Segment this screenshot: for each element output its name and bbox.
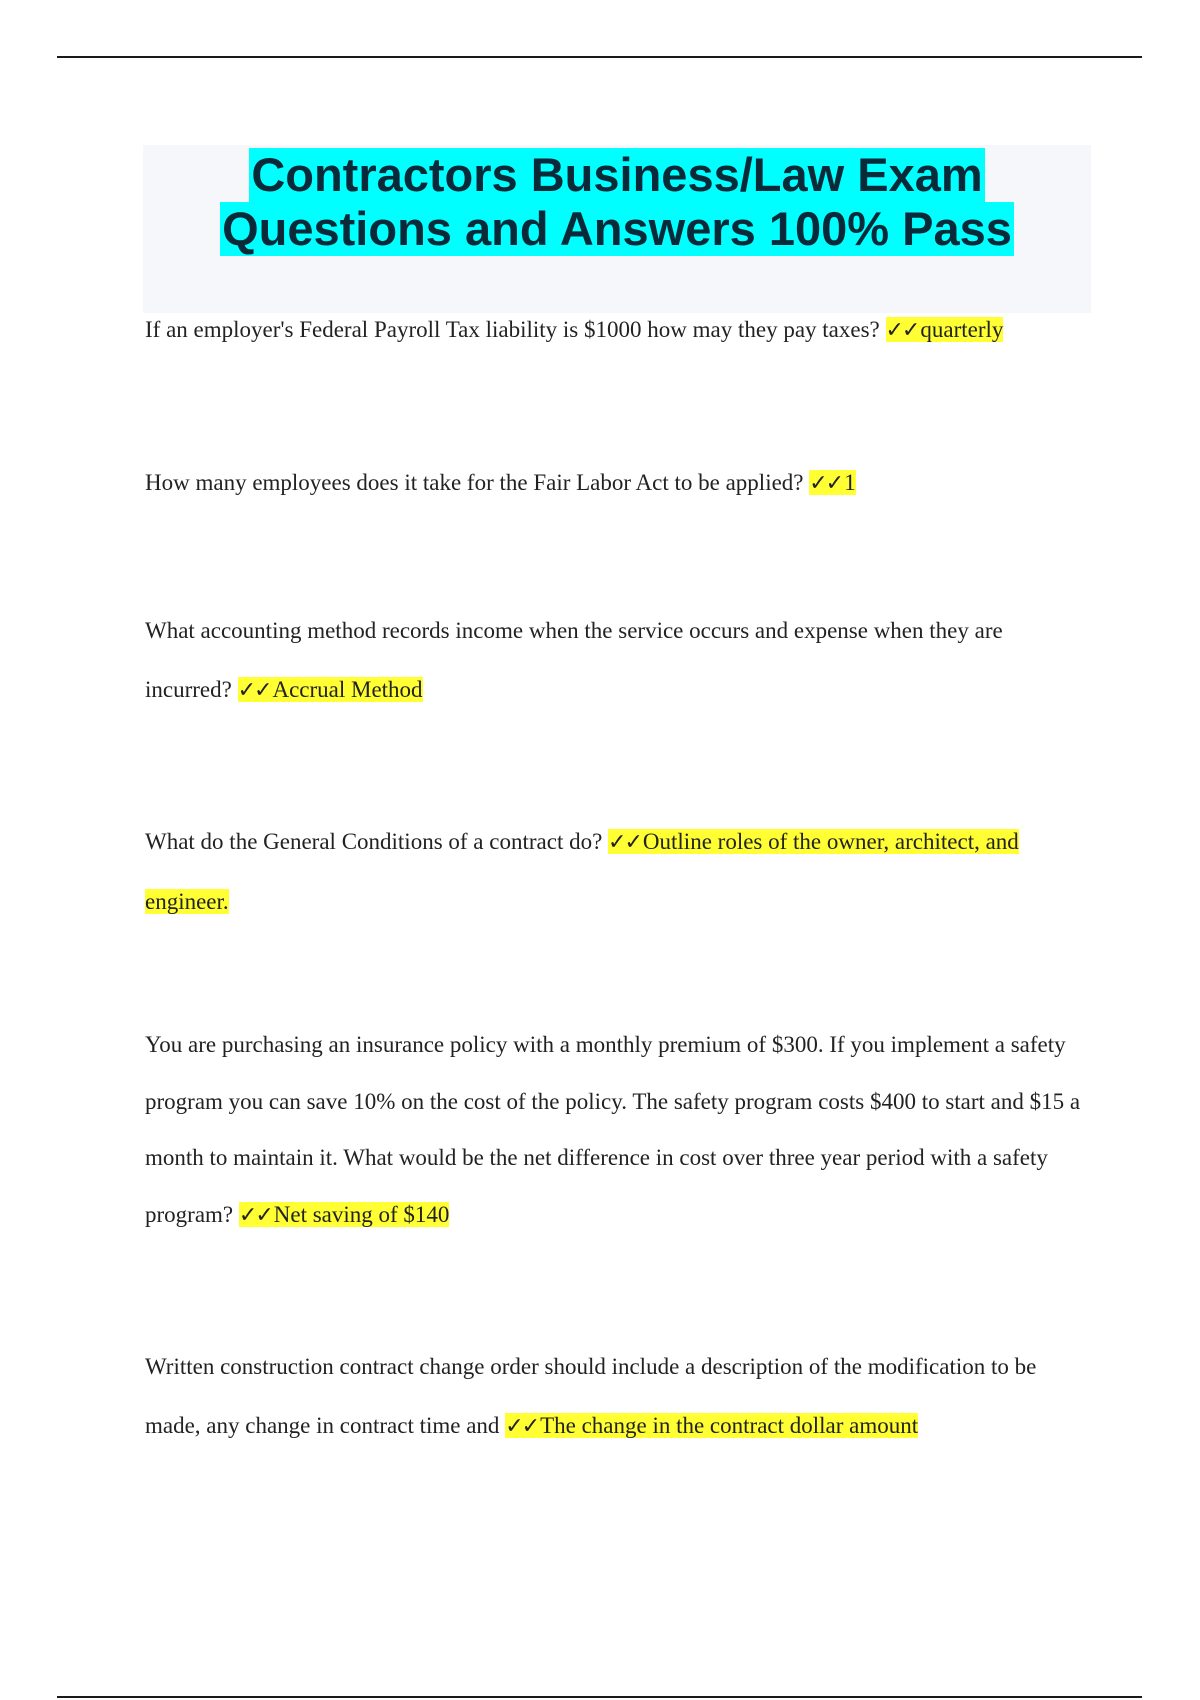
double-check-icon: ✓✓ bbox=[885, 318, 919, 343]
qa-item-2 bbox=[145, 453, 1095, 513]
qa-item-4 bbox=[145, 812, 1095, 931]
qa-item-5 bbox=[145, 1017, 1095, 1244]
qa-item-1 bbox=[145, 300, 1095, 360]
answer-highlight bbox=[886, 317, 1004, 342]
question-text: What accounting method records income when the service occurs and expense when they are incurred? bbox=[145, 618, 1003, 702]
question-text: You are purchasing an insurance policy with a monthly premium of $300. If you implement a safety program you can save 10% on the cost of the policy. The safety program costs $400 to start and $15 a month to maintain it. What would be the net difference in cost over three year period with a safety program? bbox=[145, 1032, 1081, 1227]
double-check-icon: ✓✓ bbox=[237, 678, 271, 703]
answer-text: The change in the contract dollar amount bbox=[540, 1413, 919, 1438]
qa-item-3 bbox=[145, 601, 1095, 720]
header-rule bbox=[57, 56, 1142, 58]
question-text: How many employees does it take for the Fair Labor Act to be applied? bbox=[145, 470, 804, 495]
answer-highlight bbox=[239, 1202, 450, 1227]
double-check-icon: ✓✓ bbox=[809, 471, 843, 496]
footer-rule bbox=[57, 1696, 1142, 1698]
answer-highlight bbox=[809, 470, 855, 495]
answer-text: Net saving of $140 bbox=[273, 1201, 450, 1227]
question-text: If an employer's Federal Payroll Tax liability is $1000 how may they pay taxes? bbox=[145, 317, 880, 342]
answer-text: Accrual Method bbox=[272, 677, 423, 702]
title-block bbox=[143, 145, 1091, 313]
question-text: What do the General Conditions of a contract do? bbox=[145, 829, 603, 854]
answer-highlight bbox=[505, 1413, 918, 1438]
double-check-icon: ✓✓ bbox=[505, 1414, 539, 1439]
answer-text: 1 bbox=[844, 470, 856, 495]
qa-item-6 bbox=[145, 1337, 1095, 1456]
double-check-icon: ✓✓ bbox=[238, 1202, 272, 1228]
answer-text: quarterly bbox=[920, 317, 1004, 342]
double-check-icon: ✓✓ bbox=[608, 830, 641, 855]
document-title-line-1: Contractors Business/Law Exam bbox=[251, 148, 983, 201]
answer-highlight bbox=[238, 677, 423, 702]
answer-text: Outline roles of the owner, architect, and engineer. bbox=[145, 829, 1019, 914]
question-text: Written construction contract change order should include a description of the modification to be made, any change in contract time and bbox=[145, 1354, 1037, 1438]
document-title-line-2: Questions and Answers 100% Pass bbox=[222, 202, 1012, 255]
